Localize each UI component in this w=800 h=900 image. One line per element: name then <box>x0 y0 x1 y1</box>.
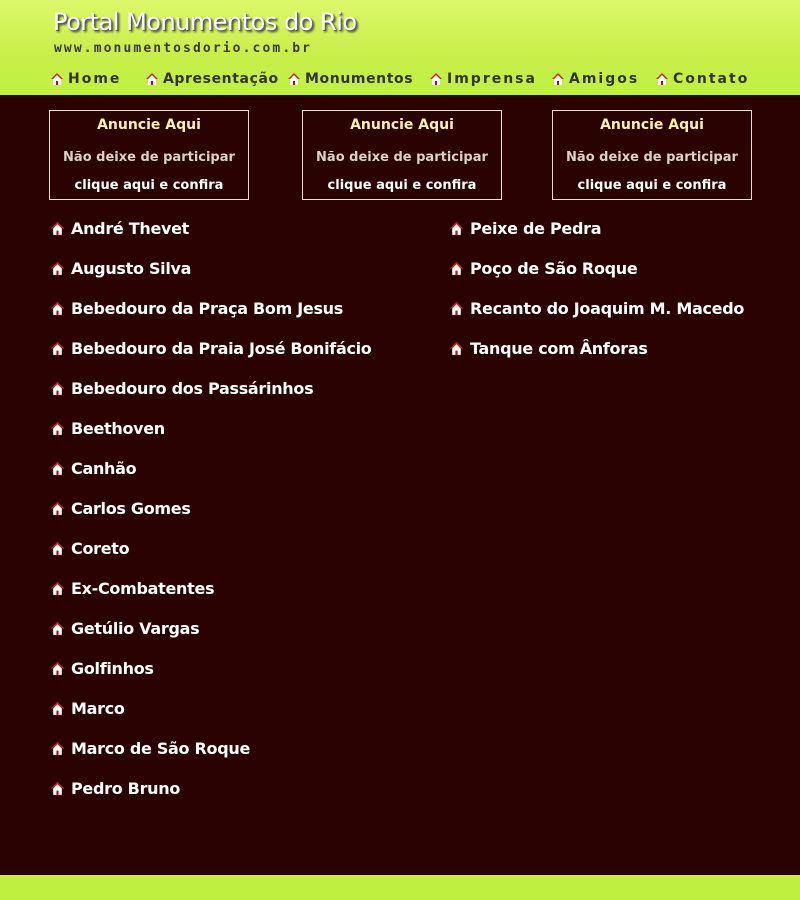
ad-link[interactable]: clique aqui e confira <box>74 178 224 193</box>
main-nav <box>50 69 770 89</box>
monument-label: Carlos Gomes <box>71 499 191 518</box>
monument-label: Getúlio Vargas <box>71 619 200 638</box>
monument-link[interactable] <box>50 619 440 659</box>
nav-home[interactable] <box>50 69 121 89</box>
monument-label: Peixe de Pedra <box>470 219 602 238</box>
home-icon <box>50 541 65 556</box>
home-icon <box>50 381 65 396</box>
monument-label: Bebedouro dos Passárinhos <box>71 379 314 398</box>
home-icon <box>50 421 65 436</box>
home-icon <box>449 341 464 356</box>
monument-label: Golfinhos <box>71 659 154 678</box>
monument-label: Pedro Bruno <box>71 779 181 798</box>
monument-label: Canhão <box>71 459 137 478</box>
monument-link[interactable] <box>449 299 769 339</box>
nav-label: Monumentos <box>305 71 414 87</box>
monument-link[interactable] <box>449 219 769 259</box>
ad-title: Anuncie Aqui <box>97 117 201 133</box>
nav-label: Apresentação <box>163 71 279 87</box>
home-icon <box>50 621 65 636</box>
home-icon <box>145 72 159 86</box>
monument-link[interactable] <box>50 699 440 739</box>
monument-link[interactable] <box>449 339 769 379</box>
home-icon <box>655 72 669 86</box>
ad-text: Não deixe de participar <box>63 150 235 165</box>
monument-link[interactable] <box>449 259 769 299</box>
home-icon <box>50 661 65 676</box>
site-footer <box>0 875 800 900</box>
monument-label: Coreto <box>71 539 130 558</box>
home-icon <box>50 461 65 476</box>
monument-link[interactable] <box>50 259 440 299</box>
monument-link[interactable] <box>50 659 440 699</box>
monument-label: Tanque com Ânforas <box>470 339 648 358</box>
home-icon <box>50 221 65 236</box>
nav-label: Home <box>68 71 122 87</box>
monument-link[interactable] <box>50 459 440 499</box>
home-icon <box>50 301 65 316</box>
monument-label: Bebedouro da Praia José Bonifácio <box>71 339 372 358</box>
monument-label: Augusto Silva <box>71 259 192 278</box>
monument-link[interactable] <box>50 499 440 539</box>
monument-link[interactable] <box>50 579 440 619</box>
ad-row <box>0 110 800 200</box>
monument-link[interactable] <box>50 219 440 259</box>
monument-link[interactable] <box>50 539 440 579</box>
monument-list-right <box>449 219 769 379</box>
home-icon <box>50 261 65 276</box>
nav-label: Amigos <box>569 71 640 87</box>
ad-box[interactable] <box>49 110 249 200</box>
monument-link[interactable] <box>50 379 440 419</box>
monument-label: Marco <box>71 699 125 718</box>
home-icon <box>287 72 301 86</box>
monument-list-left <box>50 219 440 819</box>
nav-apresentacao[interactable] <box>145 69 279 89</box>
ad-text: Não deixe de participar <box>316 150 488 165</box>
home-icon <box>50 741 65 756</box>
monument-label: Recanto do Joaquim M. Macedo <box>470 299 745 318</box>
home-icon <box>50 781 65 796</box>
nav-contato[interactable] <box>655 69 749 89</box>
nav-amigos[interactable] <box>551 69 639 89</box>
monument-label: Beethoven <box>71 419 165 438</box>
home-icon <box>551 72 565 86</box>
ad-title: Anuncie Aqui <box>600 117 704 133</box>
nav-monumentos[interactable] <box>287 69 413 89</box>
site-url: www.monumentosdorio.com.br <box>54 41 313 56</box>
monument-link[interactable] <box>50 419 440 459</box>
monument-link[interactable] <box>50 299 440 339</box>
home-icon <box>50 341 65 356</box>
monument-label: Bebedouro da Praça Bom Jesus <box>71 299 343 318</box>
home-icon <box>449 221 464 236</box>
home-icon <box>449 261 464 276</box>
nav-imprensa[interactable] <box>429 69 537 89</box>
ad-link[interactable]: clique aqui e confira <box>327 178 477 193</box>
home-icon <box>50 501 65 516</box>
nav-label: Imprensa <box>447 71 537 87</box>
home-icon <box>50 581 65 596</box>
site-header <box>0 0 800 95</box>
monument-label: Ex-Combatentes <box>71 579 215 598</box>
site-title[interactable]: Portal Monumentos do Rio <box>53 8 357 36</box>
home-icon <box>50 701 65 716</box>
ad-link[interactable]: clique aqui e confira <box>577 178 727 193</box>
monument-label: Poço de São Roque <box>470 259 638 278</box>
monument-label: André Thevet <box>71 219 190 238</box>
ad-text: Não deixe de participar <box>566 150 738 165</box>
monument-link[interactable] <box>50 739 440 779</box>
monument-link[interactable] <box>50 779 440 819</box>
home-icon <box>429 72 443 86</box>
ad-box[interactable] <box>302 110 502 200</box>
nav-label: Contato <box>673 71 750 87</box>
monument-label: Marco de São Roque <box>71 739 251 758</box>
home-icon <box>449 301 464 316</box>
home-icon <box>50 72 64 86</box>
ad-title: Anuncie Aqui <box>350 117 454 133</box>
monument-link[interactable] <box>50 339 440 379</box>
ad-box[interactable] <box>552 110 752 200</box>
